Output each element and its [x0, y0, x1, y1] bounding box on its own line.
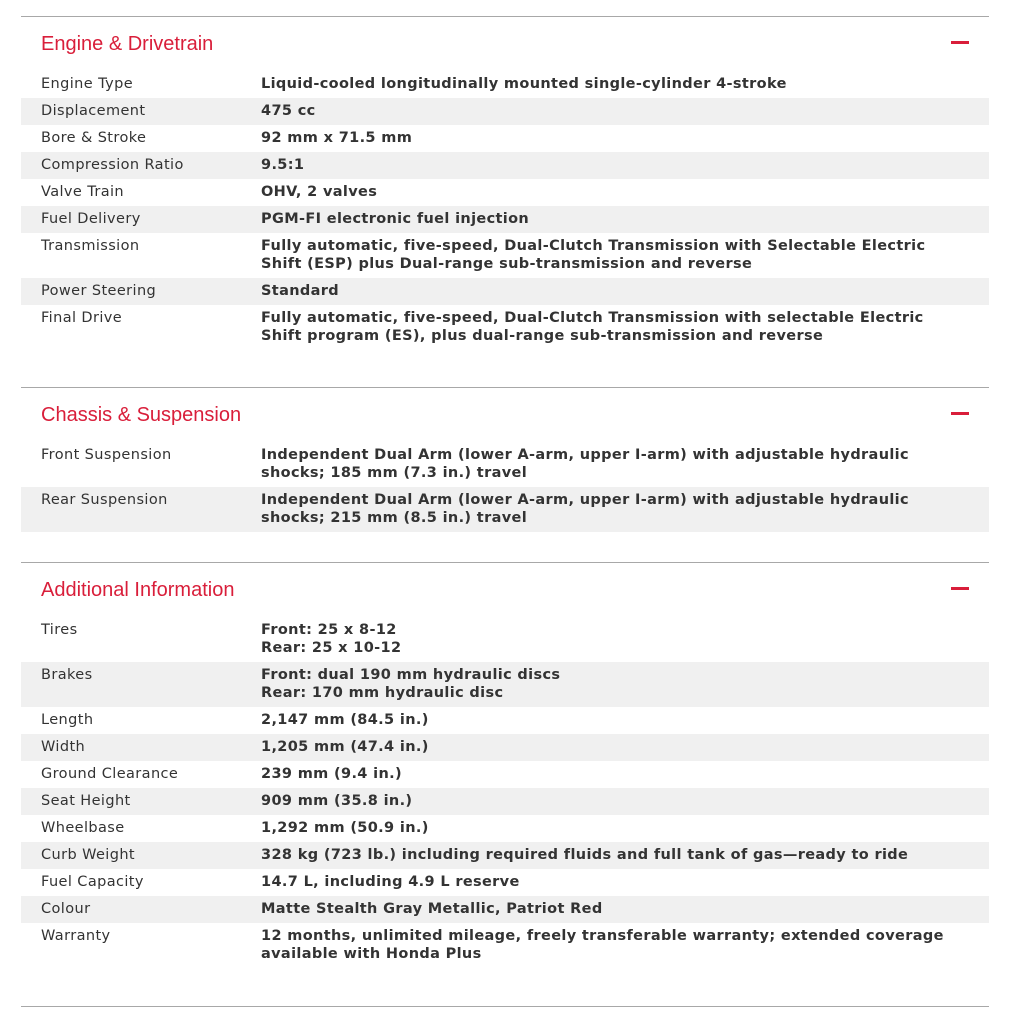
spec-label: Transmission [41, 238, 140, 254]
spec-row [21, 707, 989, 734]
spec-label: Final Drive [41, 310, 123, 326]
section-chassis-suspension [21, 387, 989, 532]
spec-label: Front Suspension [41, 447, 172, 463]
spec-label: Wheelbase [41, 820, 125, 836]
spec-table [21, 617, 989, 968]
spec-row [21, 842, 989, 869]
spec-row [21, 617, 989, 662]
section-header[interactable] [21, 388, 989, 442]
spec-value: Matte Stealth Gray Metallic, Patriot Red [261, 901, 603, 917]
spec-label: Seat Height [41, 793, 131, 809]
spec-value: OHV, 2 valves [261, 184, 378, 200]
minus-icon[interactable] [951, 587, 969, 591]
section-header[interactable] [21, 563, 989, 617]
spec-label: Width [41, 739, 86, 755]
spec-label: Colour [41, 901, 91, 917]
spec-row [21, 125, 989, 152]
spec-table [21, 71, 989, 350]
spec-row [21, 662, 989, 707]
spec-value: Front: 25 x 8-12 Rear: 25 x 10-12 [261, 622, 402, 656]
spec-label: Rear Suspension [41, 492, 168, 508]
spec-value: 14.7 L, including 4.9 L reserve [261, 874, 520, 890]
spec-row [21, 761, 989, 788]
spec-label: Warranty [41, 928, 111, 944]
spec-label: Bore & Stroke [41, 130, 147, 146]
spec-row [21, 233, 989, 278]
spec-row [21, 869, 989, 896]
spec-row [21, 152, 989, 179]
spec-value: PGM-FI electronic fuel injection [261, 211, 530, 227]
spec-row [21, 179, 989, 206]
spec-label: Compression Ratio [41, 157, 184, 173]
spec-table [21, 442, 989, 532]
spec-value: Fully automatic, five-speed, Dual-Clutch Transmission with selectable Electric Shift program (ES), plus dual-range sub-transmission and reverse [261, 310, 924, 344]
spec-label: Displacement [41, 103, 146, 119]
spec-row [21, 98, 989, 125]
spec-value: 9.5:1 [261, 157, 305, 173]
spec-row [21, 206, 989, 233]
spec-value: 12 months, unlimited mileage, freely transferable warranty; extended coverage available with Honda Plus [261, 928, 944, 962]
spec-label: Power Steering [41, 283, 157, 299]
spec-row [21, 734, 989, 761]
spec-value: 2,147 mm (84.5 in.) [261, 712, 429, 728]
bottom-divider [21, 1006, 989, 1007]
minus-icon[interactable] [951, 412, 969, 416]
section-title: Engine & Drivetrain [41, 33, 214, 55]
spec-row [21, 487, 989, 532]
spec-value: 1,292 mm (50.9 in.) [261, 820, 429, 836]
spec-label: Length [41, 712, 94, 728]
spec-value: Front: dual 190 mm hydraulic discs Rear: 170 mm hydraulic disc [261, 667, 561, 701]
section-engine-drivetrain [21, 16, 989, 350]
spec-row [21, 896, 989, 923]
section-title: Additional Information [41, 579, 235, 601]
spec-label: Curb Weight [41, 847, 136, 863]
spec-row [21, 815, 989, 842]
spec-value: 1,205 mm (47.4 in.) [261, 739, 429, 755]
spec-value: 239 mm (9.4 in.) [261, 766, 402, 782]
spec-value: 909 mm (35.8 in.) [261, 793, 413, 809]
spec-label: Engine Type [41, 76, 134, 92]
spec-row [21, 788, 989, 815]
spec-label: Brakes [41, 667, 93, 683]
section-additional-information [21, 562, 989, 968]
spec-row [21, 923, 989, 968]
spec-value: Standard [261, 283, 339, 299]
minus-icon[interactable] [951, 41, 969, 45]
spec-value: 92 mm x 71.5 mm [261, 130, 413, 146]
spec-label: Fuel Capacity [41, 874, 144, 890]
spec-label: Valve Train [41, 184, 125, 200]
spec-value: Liquid-cooled longitudinally mounted single-cylinder 4-stroke [261, 76, 787, 92]
section-title: Chassis & Suspension [41, 404, 242, 426]
spec-row [21, 305, 989, 350]
spec-value: Independent Dual Arm (lower A-arm, upper I-arm) with adjustable hydraulic shocks; 185 mm (7.3 in.) travel [261, 447, 909, 481]
spec-value: Fully automatic, five-speed, Dual-Clutch Transmission with Selectable Electric Shift (ESP) plus Dual-range sub-transmission and reverse [261, 238, 926, 272]
spec-value: 328 kg (723 lb.) including required fluids and full tank of gas—ready to ride [261, 847, 909, 863]
spec-row [21, 442, 989, 487]
spec-value: 475 cc [261, 103, 316, 119]
spec-label: Fuel Delivery [41, 211, 141, 227]
section-header[interactable] [21, 17, 989, 71]
spec-row [21, 71, 989, 98]
spec-row [21, 278, 989, 305]
spec-value: Independent Dual Arm (lower A-arm, upper I-arm) with adjustable hydraulic shocks; 215 mm (8.5 in.) travel [261, 492, 909, 526]
spec-label: Ground Clearance [41, 766, 179, 782]
spec-label: Tires [41, 622, 78, 638]
